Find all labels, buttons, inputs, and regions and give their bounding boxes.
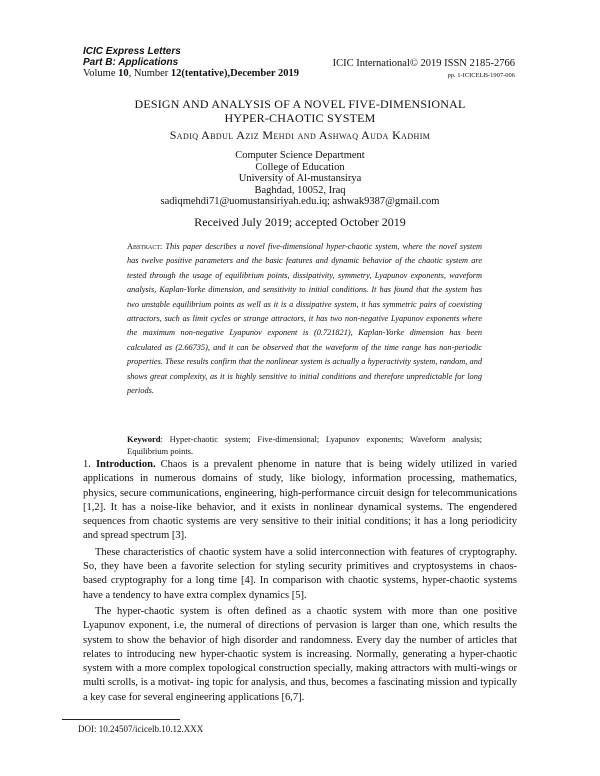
affiliation (80, 150, 520, 208)
section-heading: Introduction. (95, 459, 156, 470)
keywords (127, 434, 482, 457)
publisher-header (333, 58, 515, 82)
received-dates: Received July 2019; accepted October 2019 (194, 215, 406, 229)
abstract-label: Abstract: (127, 242, 163, 251)
volume-info: Volume 10, Number 12(tentative),December 2019 (83, 68, 299, 79)
affiliation-college: College of Education (255, 161, 345, 173)
keywords-text: : Hyper-chaotic system; Five-dimensional; Lyapunov exponents; Waveform analysis; Equilibrium points. (127, 434, 482, 456)
intro-paragraph-3: The hyper-chaotic system is often defined as a chaotic system with more than one positive Lyapunov exponent, i.e, the numeral of directions of pervasion is larger than one, which results the system to show the behavior of high disorder and randomness. Every day the number of articles that relates to introducing new hyper-chaotic system is increasing. Normally, generating a hyper-chaotic system with a more complex topological construction specially, making attractors with multi-wings or multi scrolls, is a motivat- ing topic for analysis, and thus, becomes a fascinating mission and typically a key case for several engineering applications [6,7]. (83, 605, 517, 703)
page-range: pp. 1-ICICELB-1907-006 (447, 72, 515, 79)
intro-paragraph-1: 1. Introduction. Chaos is a prevalent phenome in nature that is being widely utilized in varied applications in numerous domains of study, like biology, information processing, mathematics, physics, secure communications, engineering, high-performance circuit design for telecommunications [1,2]. It has a noise-like behavior, and it exists in nonlinear dynamical systems. The engendered sequences from chaotic systems are very sensitive to their initial conditions; it has a long periodicity and spread spectrum [3]. (83, 459, 517, 542)
footnote-divider (62, 719, 180, 720)
journal-name: ICIC Express Letters (83, 46, 181, 57)
affiliation-city: Baghdad, 10052, Iraq (254, 184, 346, 196)
abstract-text: This paper describes a novel five-dimensional hyper-chaotic system, where the novel system has twelve positive parameters and the basic features and dynamic behavior of the chaotic system are tested through the usage of equilibrium points, dissipativity, symmetry, Lyapunov exponents, waveform analysis, Kaplan-Yorke dimension, and sensitivity to initial conditions. It has found that the system has two unstable equilibrium points as well as it is a dissipative system, it has symmetric pairs of coexisting attractors, such as limit cycles or strange attractors, it has two non-negative Lyapunov exponents where the maximum non-negative Lyapunov exponent is (0.721821), Kaplan-Yorke dimension has been calculated as (2.66735), and it can be observed that the waveform of the time range has non-periodic properties. These results confirm that the nonlinear system is actually a hyperactivity system, random, and shows great complexity, as it is highly sensitive to initial conditions and therefore unpredictable for long periods. (127, 242, 483, 396)
author-emails: sadiqmehdi71@uomustansiriyah.edu.iq; ashwak9387@gmail.com (160, 196, 440, 208)
journal-header (83, 46, 343, 79)
keywords-label: Keyword (127, 434, 161, 444)
journal-part: Part B: Applications (83, 57, 179, 68)
author-list: Sadiq Abdul Aziz Mehdi and Ashwaq Auda Kadhim (169, 128, 431, 142)
affiliation-university: University of Al-mustansirya (238, 173, 362, 185)
section-number: 1. (83, 459, 96, 470)
paper-title (80, 97, 520, 125)
abstract (127, 240, 482, 398)
volume-number: 10 (118, 68, 129, 79)
doi-footnote: DOI: 10.24507/icicelb.10.12.XXX (78, 724, 204, 734)
publisher-issn: ICIC International© 2019 ISSN 2185-2766 (332, 58, 515, 69)
title-line-2: HYPER-CHAOTIC SYSTEM (224, 111, 376, 125)
affiliation-department: Computer Science Department (235, 150, 365, 161)
title-line-1: DESIGN AND ANALYSIS OF A NOVEL FIVE-DIMENSIONAL (134, 97, 466, 111)
introduction-section (83, 458, 517, 707)
issue-date: ,December 2019 (227, 68, 299, 79)
issue-number: 12(tentative) (170, 68, 228, 79)
intro-paragraph-2: These characteristics of chaotic system have a solid interconnection with features of cryptography. So, they have been a favorite selection for styling security primitives and cryptosystems in chaos-based cryptography for a long time [4]. In comparison with chaotic systems, hyper-chaotic systems have a tendency to have extra complex dynamics [5]. (83, 546, 517, 601)
